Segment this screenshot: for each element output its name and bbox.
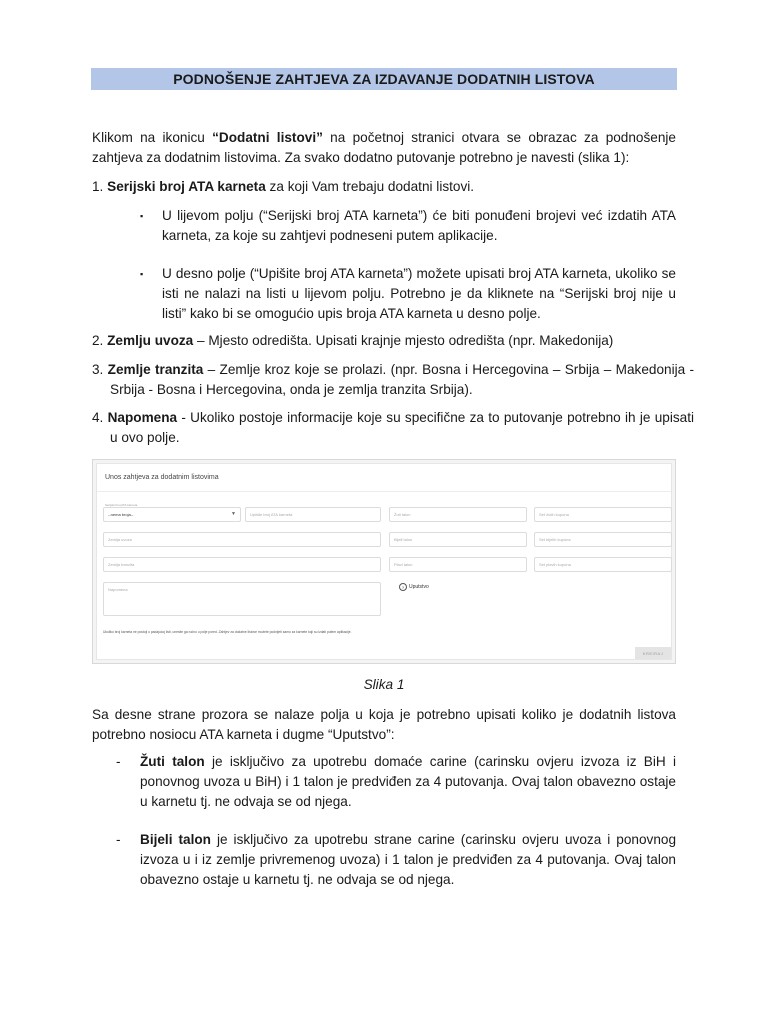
item-rest: za koji Vam trebaju dodatni listovi. <box>265 179 475 194</box>
item-import <box>92 331 676 351</box>
dash-white-talon <box>116 830 676 890</box>
form-card <box>96 463 672 660</box>
dash-rest: je isključivo za upotrebu strane carine (carinsku ovjeru uvoza i ponovnog izvoza u i iz zemlje privremenog uvoza) i 1 talon je predviđen za 4 putovanja. Ovaj talon obavezno ostaje u karnetu tj. ne odvaja se od njega. <box>140 832 676 887</box>
bullet-text: U lijevom polju (“Serijski broj ATA karneta”) će biti ponuđeni brojevi već izdatih ATA karneta, za koje su zahtjevi podneseni putem aplikacije. <box>162 208 676 243</box>
item-bold: Napomena <box>107 410 178 425</box>
serial-value: --nema broja-- <box>108 512 134 517</box>
create-button[interactable]: KREIRAJ <box>635 647 671 659</box>
item-number: 3. <box>92 362 108 377</box>
bullet-mark: ▪ <box>140 211 144 221</box>
item-bold: Zemlje tranzita <box>107 362 204 377</box>
dash-bold: Žuti talon <box>140 754 205 769</box>
intro-text-rest: na početnoj stranici otvara se obrazac za podnošenje zahtjeva za dodatnim listovima. Za svako dodatno putovanje potrebno je navesti (slika 1): <box>92 130 676 165</box>
yellow-set-input[interactable]: Set žutih kupona <box>534 507 672 522</box>
form-screenshot <box>92 459 676 664</box>
bullet-right-field <box>140 264 676 324</box>
blue-set-input[interactable]: Set plavih kupona <box>534 557 672 572</box>
intro-text: Klikom na ikonicu <box>92 130 213 145</box>
note-textarea[interactable]: Napomena <box>103 582 381 616</box>
item-rest: – Mjesto odredišta. Upisati krajnje mjesto odredišta (npr. Makedonija) <box>193 333 614 348</box>
form-title: Unos zahtjeva za dodatnim listovima <box>105 474 219 481</box>
chevron-down-icon: ▼ <box>231 511 236 517</box>
bullet-text: U desno polje (“Upišite broj ATA karneta”) možete upisati broj ATA karneta, ukoliko se isti ne nalazi na listi u lijevom polju. Potrebno je da kliknete na “Serijski broj nije u listi” kako bi se omogućio upis broja ATA karneta u desno polje. <box>162 266 676 321</box>
item-bold: Zemlju uvoza <box>107 333 194 348</box>
form-note: Ukoliko broj karneta ne postoji u padajućoj listi, unesite ga ručno u polje pored. Zahtjev za dodatne listove možete podnijeti samo za karnete koji su izdati putem aplikacije. <box>103 630 352 634</box>
bullet-mark: ▪ <box>140 269 144 279</box>
yellow-talon-input[interactable]: Žuti talon <box>389 507 527 522</box>
bullet-left-field <box>140 206 676 246</box>
item-number: 4. <box>92 410 108 425</box>
item-note <box>92 408 694 448</box>
document-title: PODNOŠENJE ZAHTJEVA ZA IZDAVANJE DODATNIH LISTOVA <box>91 68 677 90</box>
right-fields-paragraph: Sa desne strane prozora se nalaze polja u koja je potrebno upisati koliko je dodatnih listova potrebno nosiocu ATA karneta i dugme “Uputstvo”: <box>92 707 676 742</box>
intro-bold: “Dodatni listovi” <box>212 130 323 145</box>
item-bold: Serijski broj ATA karneta <box>107 179 266 194</box>
dash-yellow-talon <box>116 752 676 812</box>
item-transit <box>92 360 694 400</box>
blue-talon-input[interactable]: Plavi talon <box>389 557 527 572</box>
question-icon: ? <box>399 583 407 591</box>
help-button[interactable] <box>399 583 429 591</box>
dash-rest: je isključivo za upotrebu domaće carine (carinsku ovjeru izvoza iz BiH i ponovnog uvoza u BiH) i 1 talon je predviđen za 4 putovanja. Ovaj talon obavezno ostaje u karnetu tj. ne odvaja se od njega. <box>140 754 676 809</box>
dash-mark: - <box>116 754 121 769</box>
form-divider <box>97 491 671 492</box>
item-number: 2. <box>92 333 108 348</box>
figure-caption: Slika 1 <box>363 677 405 692</box>
item-rest: – Zemlje kroz koje se prolazi. (npr. Bosna i Hercegovina – Srbija – Makedonija - Srbija - Bosna i Hercegovina, onda je zemlja tranzita Srbija). <box>110 362 694 397</box>
white-set-input[interactable]: Set bijelih kupona <box>534 532 672 547</box>
item-rest: - Ukoliko postoje informacije koje su specifične za to putovanje potrebno ih je upisati u ovo polje. <box>110 410 694 445</box>
serial-select[interactable] <box>103 507 241 522</box>
white-talon-input[interactable]: Bijeli talon <box>389 532 527 547</box>
serial-label: Serijski broj ATA karneta <box>105 503 138 507</box>
help-label: Uputstvo <box>409 584 429 590</box>
dash-mark: - <box>116 832 121 847</box>
item-serial <box>92 177 676 197</box>
item-number: 1. <box>92 179 108 194</box>
transit-country-input[interactable]: Zemlja tranzita <box>103 557 381 572</box>
dash-bold: Bijeli talon <box>140 832 211 847</box>
intro-paragraph <box>92 128 676 168</box>
ata-number-input[interactable]: Upišite broj ATA karneta <box>245 507 381 522</box>
import-country-input[interactable]: Zemlja uvoza <box>103 532 381 547</box>
